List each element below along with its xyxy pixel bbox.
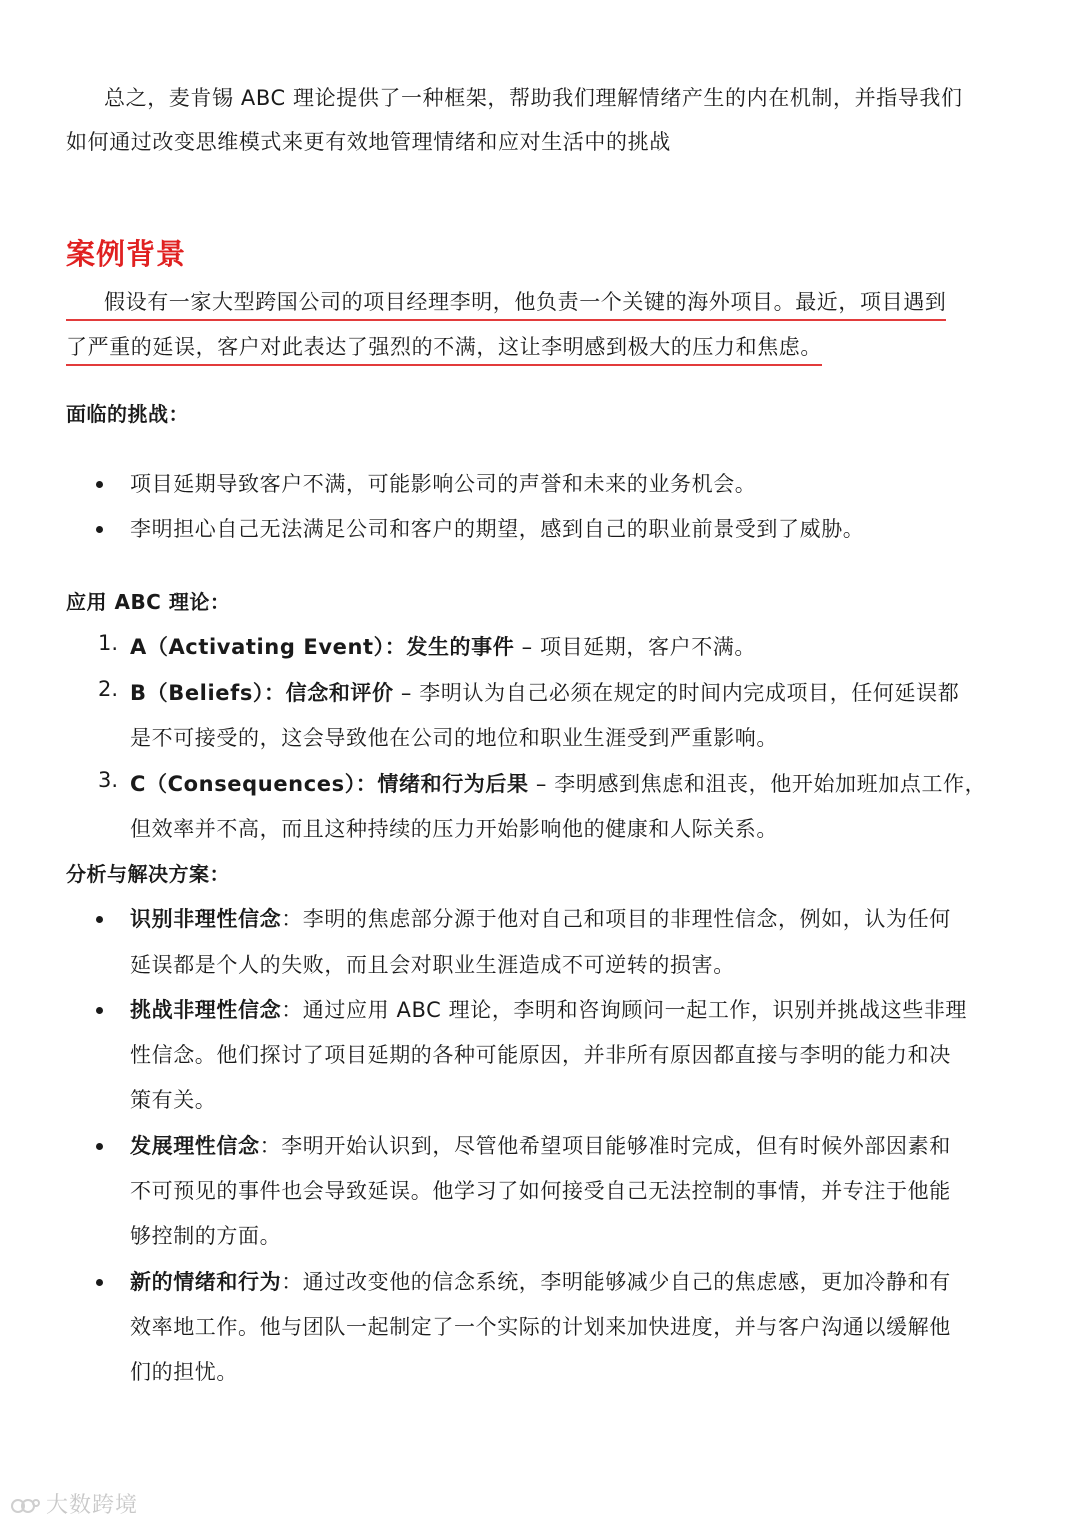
list-number: 2.	[98, 677, 119, 701]
intro-line-1: 总之，麦肯锡 ABC 理论提供了一种框架，帮助我们理解情绪产生的内在机制，并指导我们	[104, 86, 963, 110]
analysis-item-label: 新的情绪和行为	[130, 1270, 282, 1294]
bullet-icon	[96, 526, 103, 533]
analysis-item-text: ：李明开始认识到，尽管他希望项目能够准时完成，但有时候外部因素和	[259, 1134, 951, 1158]
list-number: 3.	[98, 768, 119, 792]
analysis-item-2	[130, 994, 967, 1024]
analysis-item-3	[130, 1130, 951, 1160]
abc-item-1	[130, 631, 756, 661]
abc-item-text: – 李明感到焦虑和沮丧，他开始加班加点工作，	[528, 772, 987, 796]
analysis-heading: 分析与解决方案：	[66, 862, 230, 886]
abc-item-2	[130, 677, 959, 707]
list-number: 1.	[98, 631, 119, 655]
abc-heading: 应用 ABC 理论：	[66, 590, 231, 614]
abc-item-3	[130, 768, 986, 798]
abc-item-label: A（Activating Event）：发生的事件	[130, 635, 515, 659]
analysis-item-label: 发展理性信念	[130, 1134, 260, 1158]
analysis-item-text: ：通过改变他的信念系统，李明能够减少自己的焦虑感，更加冷静和有	[281, 1270, 951, 1294]
analysis-item-3-cont2: 够控制的方面。	[130, 1224, 282, 1248]
analysis-item-text: ：通过应用 ABC 理论，李明和咨询顾问一起工作，识别并挑战这些非理	[281, 998, 968, 1022]
abc-item-3-cont: 但效率并不高，而且这种持续的压力开始影响他的健康和人际关系。	[130, 817, 778, 841]
analysis-item-label: 识别非理性信念	[130, 907, 282, 931]
abc-item-2-cont: 是不可接受的，这会导致他在公司的地位和职业生涯受到严重影响。	[130, 726, 778, 750]
bullet-icon	[96, 1143, 103, 1150]
bullet-icon	[96, 1279, 103, 1286]
analysis-item-2-cont: 性信念。他们探讨了项目延期的各种可能原因，并非所有原因都直接与李明的能力和决	[130, 1043, 951, 1067]
analysis-item-3-cont: 不可预见的事件也会导致延误。他学习了如何接受自己无法控制的事情，并专注于他能	[130, 1179, 951, 1203]
abc-item-text: – 项目延期，客户不满。	[514, 635, 757, 659]
bullet-icon	[96, 1007, 103, 1014]
analysis-item-4-cont2: 们的担忧。	[130, 1360, 238, 1384]
case-text-line-1: 假设有一家大型跨国公司的项目经理李明，他负责一个关键的海外项目。最近，项目遇到	[66, 286, 946, 321]
watermark-logo-icon	[10, 1495, 40, 1517]
bullet-icon	[96, 916, 103, 923]
bullet-icon	[96, 481, 103, 488]
analysis-item-4-cont: 效率地工作。他与团队一起制定了一个实际的计划来加快进度，并与客户沟通以缓解他	[130, 1315, 951, 1339]
challenge-text: 李明担心自己无法满足公司和客户的期望，感到自己的职业前景受到了威胁。	[130, 517, 865, 541]
analysis-item-4	[130, 1266, 951, 1296]
intro-line-2: 如何通过改变思维模式来更有效地管理情绪和应对生活中的挑战	[66, 130, 671, 154]
analysis-item-1	[130, 903, 951, 933]
analysis-item-1-cont: 延误都是个人的失败，而且会对职业生涯造成不可逆转的损害。	[130, 953, 735, 977]
abc-item-text: – 李明认为自己必须在规定的时间内完成项目，任何延误都	[393, 681, 960, 705]
abc-item-label: B（Beliefs）：信念和评价	[130, 681, 394, 705]
analysis-item-text: ：李明的焦虑部分源于他对自己和项目的非理性信念，例如，认为任何	[281, 907, 951, 931]
case-text-line-2: 了严重的延误，客户对此表达了强烈的不满，这让李明感到极大的压力和焦虑。	[66, 331, 822, 366]
challenges-heading: 面临的挑战：	[66, 402, 189, 426]
case-title: 案例背景	[66, 237, 187, 271]
analysis-item-2-cont2: 策有关。	[130, 1088, 217, 1112]
abc-item-label: C（Consequences）：情绪和行为后果	[130, 772, 529, 796]
watermark-text: 大数跨境	[46, 1493, 139, 1518]
challenge-text: 项目延期导致客户不满，可能影响公司的声誉和未来的业务机会。	[130, 472, 757, 496]
analysis-item-label: 挑战非理性信念	[130, 998, 282, 1022]
watermark	[10, 1488, 138, 1519]
